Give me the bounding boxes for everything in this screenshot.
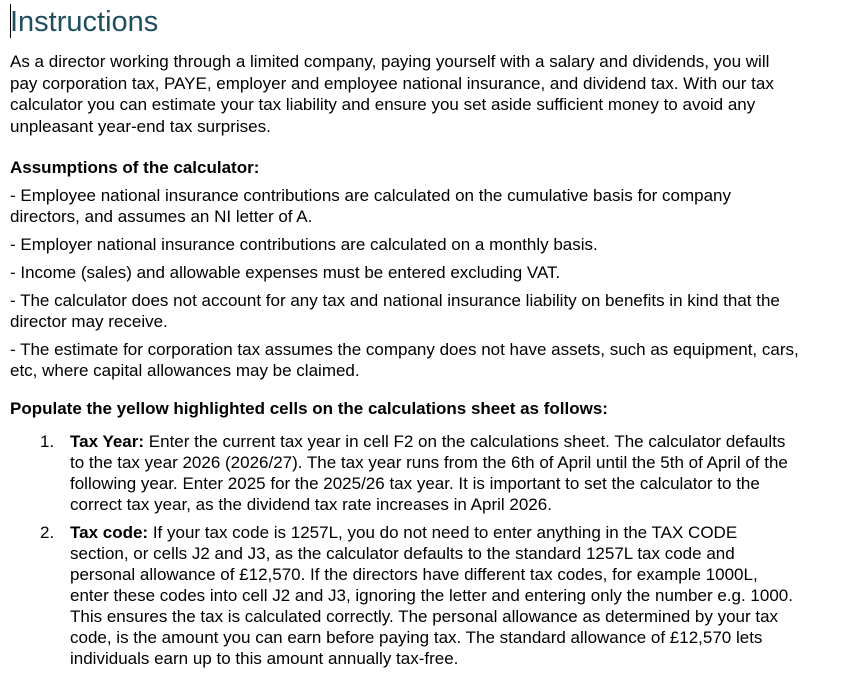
step-label: Tax Year: xyxy=(70,432,145,451)
step-label: Tax code: xyxy=(70,523,149,542)
step-number: 2. xyxy=(40,523,55,542)
assumption-item: - Income (sales) and allowable expenses must be entered excluding VAT. xyxy=(10,263,561,282)
step-text: Enter the current tax year in cell F2 on the calculations sheet. The calculator defaults to the tax year 2026 (2026/27). The tax year runs from the 6th of April until the 5th of April of the following year. Enter 2025 for the 2025/26 tax year. It is important to set the calculator to the correct tax year, as the dividend tax rate increases in April 2026. xyxy=(70,432,788,514)
step-number: 1. xyxy=(40,432,55,451)
step-item xyxy=(10,522,800,669)
assumption-item: - Employee national insurance contributions are calculated on the cumulative basis for company directors, and assumes an NI letter of A. xyxy=(10,186,732,226)
step-text: If your tax code is 1257L, you do not need to enter anything in the TAX CODE section, or cells J2 and J3, as the calculator defaults to the standard 1257L tax code and personal allowance of £12,570. If the directors have different tax codes, for example 1000L, enter these codes into cell J2 and J3, ignoring the letter and entering only the number e.g. 1000. This ensures the tax is calculated correctly. The personal allowance as determined by your tax code, is the amount you can earn before paying tax. The standard allowance of £12,570 lets individuals earn up to this amount annually tax-free. xyxy=(70,523,793,668)
intro-paragraph: As a director working through a limited company, paying yourself with a salary and dividends, you will pay corporation tax, PAYE, employer and employee national insurance, and dividend tax. With our tax calculator you can estimate your tax liability and ensure you set aside sufficient money to avoid any unpleasant year-end tax surprises. xyxy=(10,52,774,136)
document-body[interactable] xyxy=(10,0,810,669)
assumption-item: - The estimate for corporation tax assumes the company does not have assets, such as equipment, cars, etc, where capital allowances may be claimed. xyxy=(10,340,799,380)
step-item xyxy=(10,431,800,515)
assumption-item: - The calculator does not account for any tax and national insurance liability on benefits in kind that the director may receive. xyxy=(10,291,780,331)
assumptions-heading: Assumptions of the calculator: xyxy=(10,158,260,177)
steps-list xyxy=(10,431,810,669)
page-title: Instructions xyxy=(10,6,159,38)
populate-heading: Populate the yellow highlighted cells on the calculations sheet as follows: xyxy=(10,399,608,418)
assumption-item: - Employer national insurance contributions are calculated on a monthly basis. xyxy=(10,235,598,254)
